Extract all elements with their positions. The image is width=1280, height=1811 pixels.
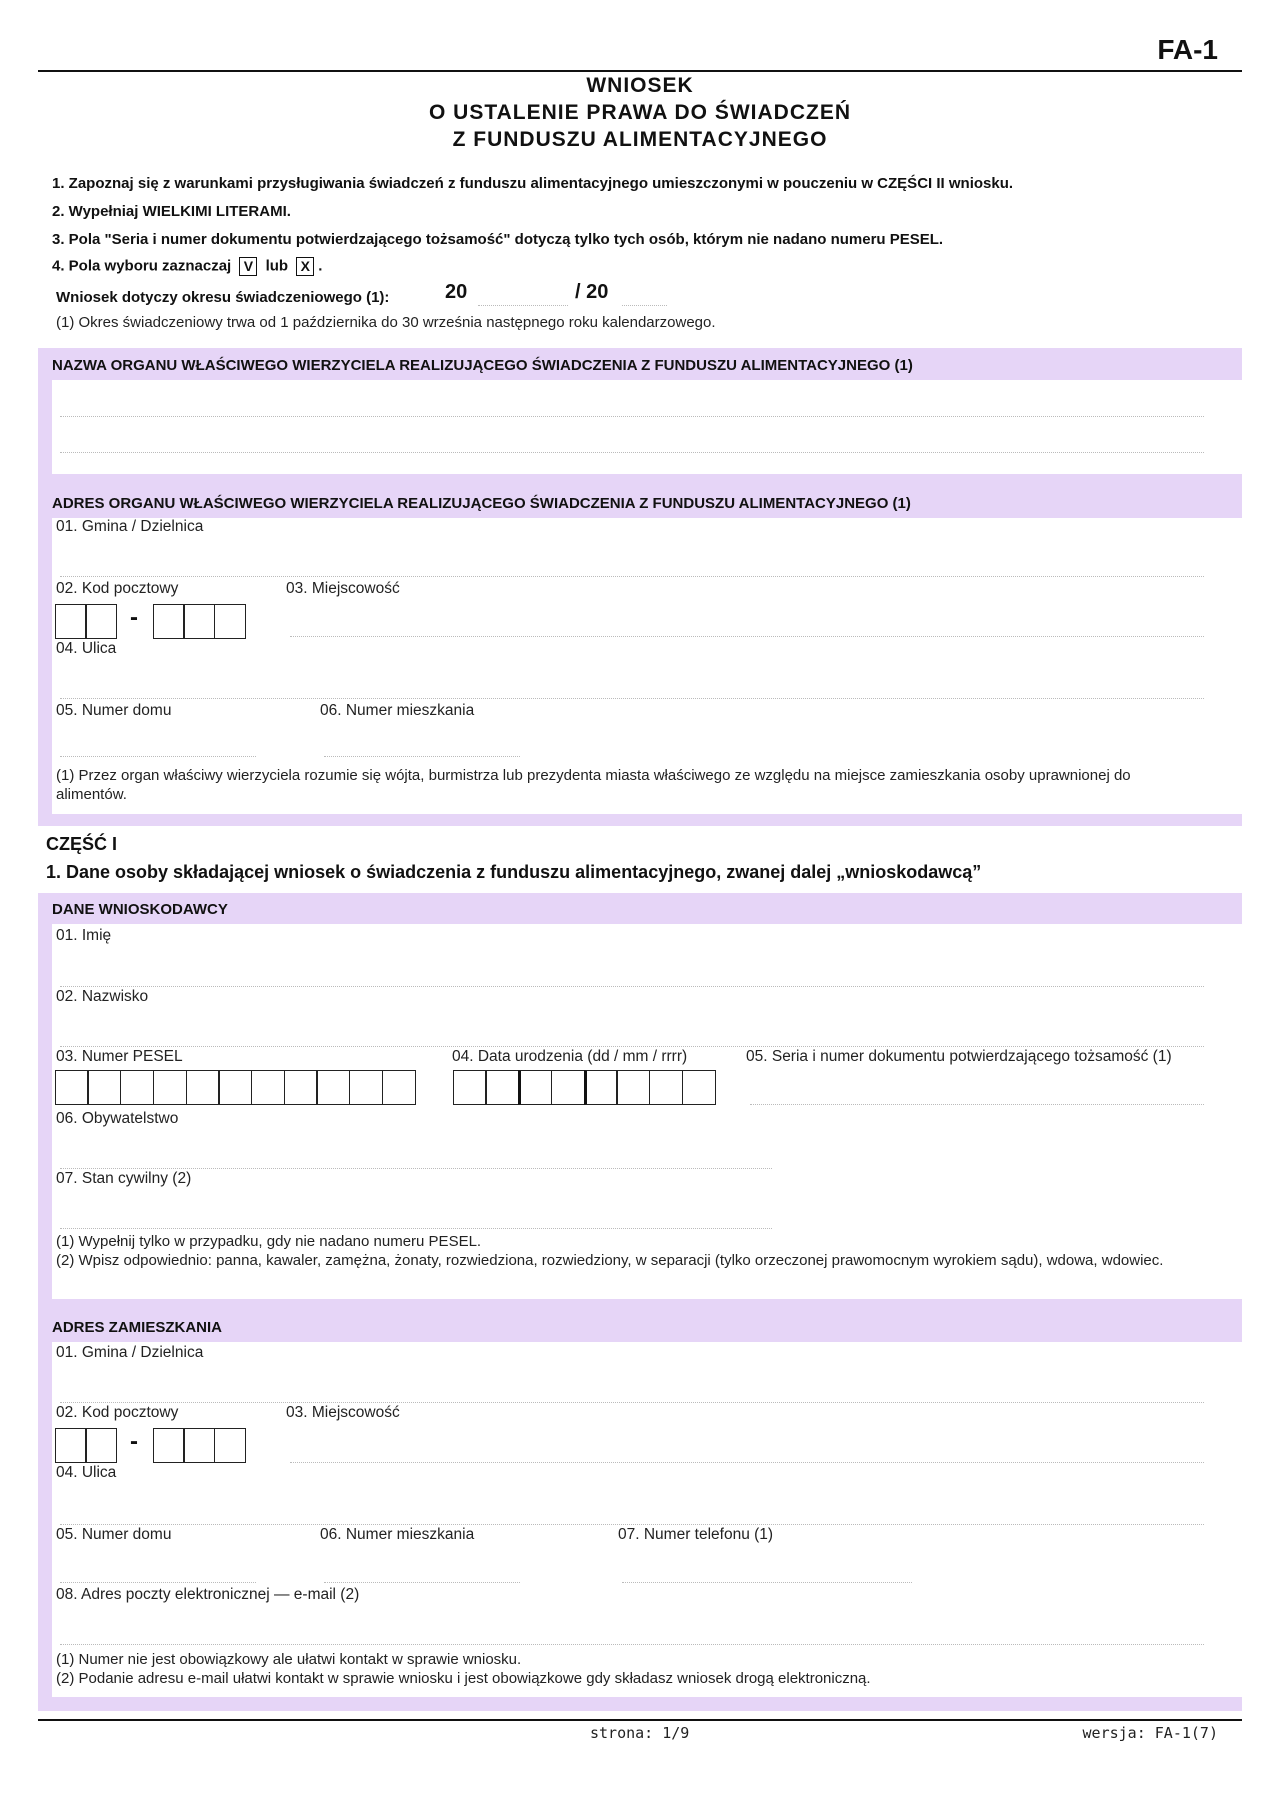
pesel-cell[interactable] — [186, 1070, 220, 1105]
pesel-cell[interactable] — [382, 1070, 416, 1105]
pesel-input[interactable] — [56, 1070, 416, 1105]
residence-gmina-input[interactable] — [60, 1402, 1204, 1403]
residence-heading: ADRES ZAMIESZKANIA — [52, 1319, 223, 1336]
postal-cell[interactable] — [85, 1428, 117, 1463]
organ-city-input[interactable] — [290, 636, 1204, 637]
organ-street-label: 04. Ulica — [56, 640, 117, 657]
date-cell[interactable] — [518, 1070, 552, 1105]
instruction-4-suffix: . — [318, 257, 323, 275]
residence-postal-label: 02. Kod pocztowy — [56, 1404, 179, 1421]
residence-note-1: (1) Numer nie jest obowiązkowy ale ułatwi kontakt w sprawie wniosku. — [56, 1651, 522, 1668]
citizenship-input[interactable] — [60, 1168, 772, 1169]
residence-flat-label: 06. Numer mieszkania — [320, 1526, 475, 1543]
period-to-input[interactable] — [622, 305, 667, 306]
residence-city-label: 03. Miejscowość — [286, 1404, 400, 1421]
date-cell[interactable] — [649, 1070, 683, 1105]
citizenship-label: 06. Obywatelstwo — [56, 1110, 179, 1127]
period-from-year: 20 — [445, 281, 468, 303]
date-cell[interactable] — [485, 1070, 519, 1105]
residence-postal-prefix[interactable] — [56, 1428, 117, 1463]
residence-street-input[interactable] — [60, 1524, 1204, 1525]
organ-address-section — [38, 474, 1242, 826]
residence-gmina-label: 01. Gmina / Dzielnica — [56, 1344, 204, 1361]
pesel-cell[interactable] — [218, 1070, 252, 1105]
residence-flat-input[interactable] — [324, 1582, 520, 1583]
form-version: wersja: FA-1(7) — [1082, 1724, 1218, 1742]
phone-input[interactable] — [622, 1582, 912, 1583]
pesel-cell[interactable] — [316, 1070, 350, 1105]
date-cell[interactable] — [453, 1070, 487, 1105]
title-line-2: O USTALENIE PRAWA DO ŚWIADCZEŃ — [428, 101, 851, 124]
postal-cell[interactable] — [214, 1428, 246, 1463]
period-note: (1) Okres świadczeniowy trwa od 1 października do 30 września następnego roku kalendarzowego. — [56, 314, 716, 331]
organ-gmina-label: 01. Gmina / Dzielnica — [56, 518, 204, 535]
organ-house-input[interactable] — [60, 756, 256, 757]
organ-name-heading: NAZWA ORGANU WŁAŚCIWEGO WIERZYCIELA REALIZUJĄCEGO ŚWIADCZENIA Z FUNDUSZU ALIMENTACYJNEGO (1) — [52, 357, 913, 374]
id-document-input[interactable] — [750, 1104, 1204, 1105]
last-name-input[interactable] — [60, 1046, 1204, 1047]
residence-house-input[interactable] — [60, 1582, 256, 1583]
form-code: FA-1 — [1157, 34, 1218, 65]
residence-note-2: (2) Podanie adresu e-mail ułatwi kontakt w sprawie wniosku i jest obowiązkowe gdy składasz wniosek drogą elektroniczną. — [56, 1670, 871, 1687]
date-cell[interactable] — [551, 1070, 585, 1105]
residence-postal-suffix[interactable] — [154, 1428, 246, 1463]
date-cell[interactable] — [682, 1070, 716, 1105]
instruction-2: 2. Wypełniaj WIELKIMI LITERAMI. — [52, 203, 291, 220]
id-document-label: 05. Seria i numer dokumentu potwierdzającego tożsamość (1) — [746, 1048, 1172, 1065]
applicant-note-1: (1) Wypełnij tylko w przypadku, gdy nie nadano numeru PESEL. — [56, 1233, 482, 1250]
bottom-rule — [38, 1719, 1242, 1721]
organ-house-label: 05. Numer domu — [56, 702, 172, 719]
organ-flat-label: 06. Numer mieszkania — [320, 702, 475, 719]
organ-postal-suffix[interactable] — [154, 604, 246, 639]
birth-date-label: 04. Data urodzenia (dd / mm / rrrr) — [452, 1048, 688, 1065]
date-cell[interactable] — [584, 1070, 618, 1105]
part-1-subtitle: 1. Dane osoby składającej wniosek o świadczenia z funduszu alimentacyjnego, zwanej dalej „wnioskodawcą” — [46, 862, 982, 882]
postal-cell[interactable] — [214, 604, 246, 639]
postal-cell[interactable] — [183, 1428, 215, 1463]
pesel-cell[interactable] — [153, 1070, 187, 1105]
organ-name-box — [52, 380, 1242, 474]
marital-status-label: 07. Stan cywilny (2) — [56, 1170, 192, 1187]
instruction-3: 3. Pola "Seria i numer dokumentu potwierdzającego tożsamość" dotyczą tylko tych osób, którym nie nadano numeru PESEL. — [52, 231, 944, 248]
period-from-input[interactable] — [478, 305, 568, 306]
period-to-year: / 20 — [575, 281, 609, 303]
residence-box — [52, 1342, 1242, 1697]
postal-cell[interactable] — [153, 1428, 185, 1463]
applicant-note-2: (2) Wpisz odpowiednio: panna, kawaler, zamężna, żonaty, rozwiedziona, rozwiedziony, w separacji (tylko orzeczonej prawomocnym wyrokiem sądu), wdowa, wdowiec. — [56, 1252, 1164, 1269]
organ-street-input[interactable] — [60, 698, 1204, 699]
instruction-4-mid: lub — [265, 257, 289, 275]
organ-address-heading: ADRES ORGANU WŁAŚCIWEGO WIERZYCIELA REALIZUJĄCEGO ŚWIADCZENIA Z FUNDUSZU ALIMENTACYJNEGO (1) — [52, 495, 911, 512]
pesel-cell[interactable] — [251, 1070, 285, 1105]
title-line-1: WNIOSEK — [586, 74, 694, 97]
organ-name-line-1[interactable] — [60, 416, 1204, 417]
postal-cell[interactable] — [55, 1428, 87, 1463]
organ-name-section — [38, 348, 1242, 474]
pesel-cell[interactable] — [349, 1070, 383, 1105]
postal-dash: - — [130, 1428, 138, 1455]
page-number: strona: 1/9 — [590, 1724, 690, 1742]
email-label: 08. Adres poczty elektronicznej — e-mail (2) — [56, 1586, 360, 1603]
marital-status-input[interactable] — [60, 1228, 772, 1229]
postal-dash: - — [130, 604, 138, 631]
organ-city-label: 03. Miejscowość — [286, 580, 400, 597]
pesel-cell[interactable] — [55, 1070, 89, 1105]
title-line-3: Z FUNDUSZU ALIMENTACYJNEGO — [452, 128, 828, 151]
residence-street-label: 04. Ulica — [56, 1464, 117, 1481]
applicant-section — [38, 893, 1242, 1299]
organ-address-note: (1) Przez organ właściwy wierzyciela rozumie się wójta, burmistrza lub prezydenta miasta właściwego ze względu na miejsce zamieszkania osoby uprawnionej do alimentów. — [56, 767, 1131, 803]
phone-label: 07. Numer telefonu (1) — [618, 1526, 774, 1543]
email-input[interactable] — [60, 1644, 1204, 1645]
organ-postal-label: 02. Kod pocztowy — [56, 580, 179, 597]
applicant-heading: DANE WNIOSKODAWCY — [52, 901, 228, 918]
postal-cell[interactable] — [55, 604, 87, 639]
residence-city-input[interactable] — [290, 1462, 1204, 1463]
residence-section — [38, 1299, 1242, 1711]
part-1-title: CZĘŚĆ I — [46, 834, 118, 854]
organ-postal-prefix[interactable] — [56, 604, 117, 639]
postal-cell[interactable] — [153, 604, 185, 639]
postal-cell[interactable] — [183, 604, 215, 639]
last-name-label: 02. Nazwisko — [56, 988, 149, 1005]
birth-date-input[interactable] — [454, 1070, 716, 1105]
organ-gmina-input[interactable] — [60, 576, 1204, 577]
postal-cell[interactable] — [85, 604, 117, 639]
instruction-4-prefix: 4. Pola wyboru zaznaczaj — [52, 257, 232, 275]
date-cell[interactable] — [616, 1070, 650, 1105]
organ-name-line-2[interactable] — [60, 452, 1204, 453]
first-name-label: 01. Imię — [56, 927, 112, 944]
organ-flat-input[interactable] — [324, 756, 520, 757]
pesel-label: 03. Numer PESEL — [56, 1048, 183, 1065]
form-title — [0, 72, 1280, 153]
applicant-box — [52, 924, 1242, 1299]
checkmark-v-icon: V — [239, 257, 257, 276]
pesel-cell[interactable] — [284, 1070, 318, 1105]
pesel-cell[interactable] — [120, 1070, 154, 1105]
period-label: Wniosek dotyczy okresu świadczeniowego (1): — [56, 289, 390, 306]
first-name-input[interactable] — [60, 986, 1204, 987]
residence-house-label: 05. Numer domu — [56, 1526, 172, 1543]
pesel-cell[interactable] — [87, 1070, 121, 1105]
organ-address-box — [52, 518, 1242, 814]
instruction-1: 1. Zapoznaj się z warunkami przysługiwania świadczeń z funduszu alimentacyjnego umieszczonymi w pouczeniu w CZĘŚCI II wniosku. — [52, 175, 1014, 192]
instruction-4 — [52, 257, 322, 276]
checkmark-x-icon: X — [296, 257, 314, 276]
